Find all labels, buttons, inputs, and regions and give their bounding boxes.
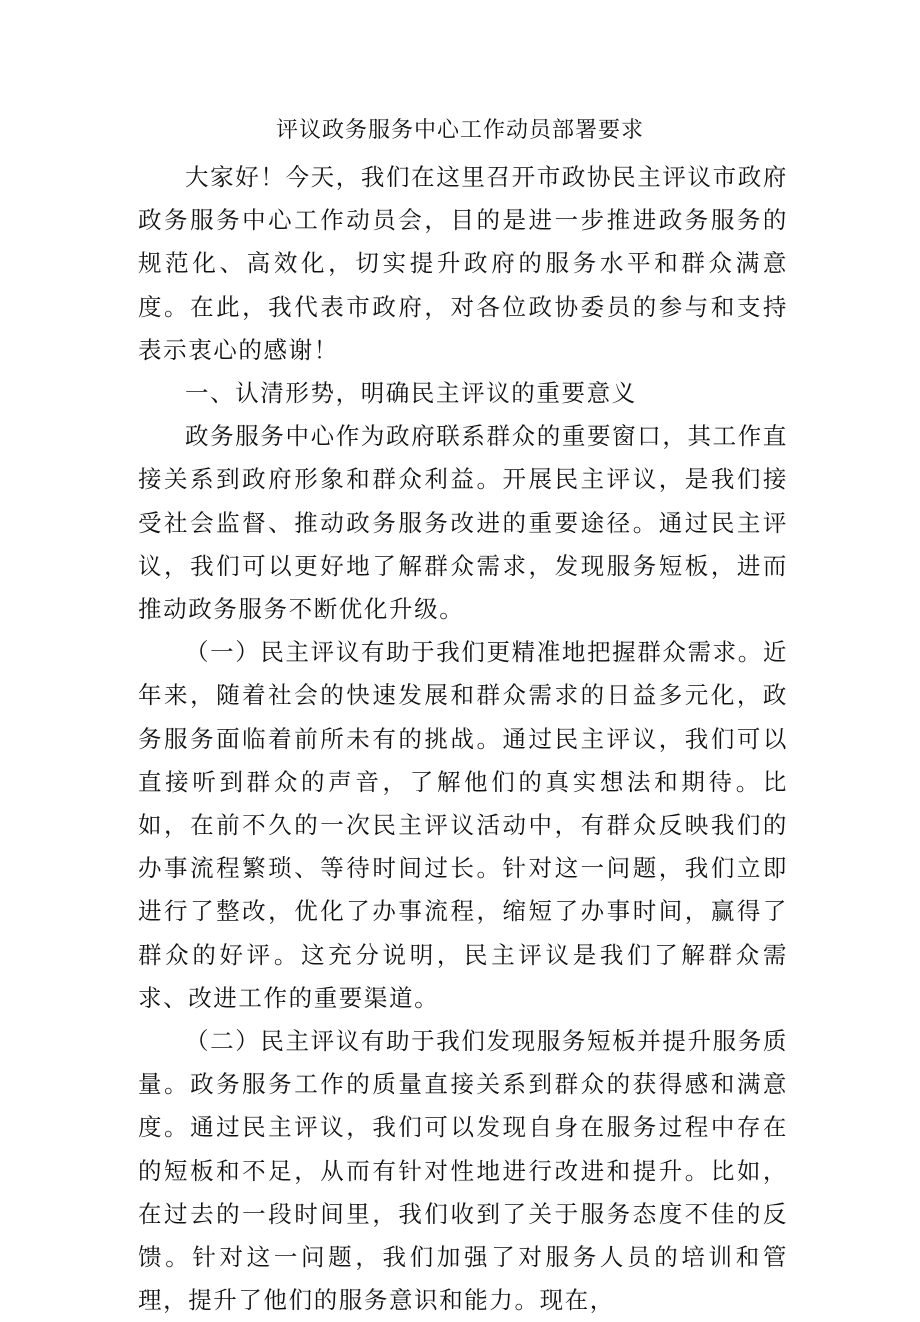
document-body: [138, 156, 788, 1322]
paragraph-opening: 大家好！今天，我们在这里召开市政协民主评议市政府政务服务中心工作动员会，目的是进一步推进政务服务的规范化、高效化，切实提升政府的服务水平和群众满意度。在此，我代表市政府，对各位政协委员的参与和支持表示衷心的感谢！: [138, 163, 788, 364]
paragraph-section-1-intro: 政务服务中心作为政府联系群众的重要窗口，其工作直接关系到政府形象和群众利益。开展民主评议，是我们接受社会监督、推动政务服务改进的重要途径。通过民主评议，我们可以更好地了解群众需求，发现服务短板，进而推动政务服务不断优化升级。: [138, 422, 788, 624]
document-title: 评议政务服务中心工作动员部署要求: [275, 118, 644, 143]
paragraph-point-2: （二）民主评议有助于我们发现服务短板并提升服务质量。政务服务工作的质量直接关系到群众的获得感和满意度。通过民主评议，我们可以发现自身在服务过程中存在的短板和不足，从而有针对性地进行改进和提升。比如，在过去的一段时间里，我们收到了关于服务态度不佳的反馈。针对这一问题，我们加强了对服务人员的培训和管理，提升了他们的服务意识和能力。现在，: [138, 1027, 788, 1315]
section-heading-1: 一、认清形势，明确民主评议的重要意义: [185, 379, 637, 408]
paragraph-point-1: （一）民主评议有助于我们更精准地把握群众需求。近年来，随着社会的快速发展和群众需求的日益多元化，政务服务面临着前所未有的挑战。通过民主评议，我们可以直接听到群众的声音，了解他们的真实想法和期待。比如，在前不久的一次民主评议活动中，有群众反映我们的办事流程繁琐、等待时间过长。针对这一问题，我们立即进行了整改，优化了办事流程，缩短了办事时间，赢得了群众的好评。这充分说明，民主评议是我们了解群众需求、改进工作的重要渠道。: [138, 638, 788, 1012]
